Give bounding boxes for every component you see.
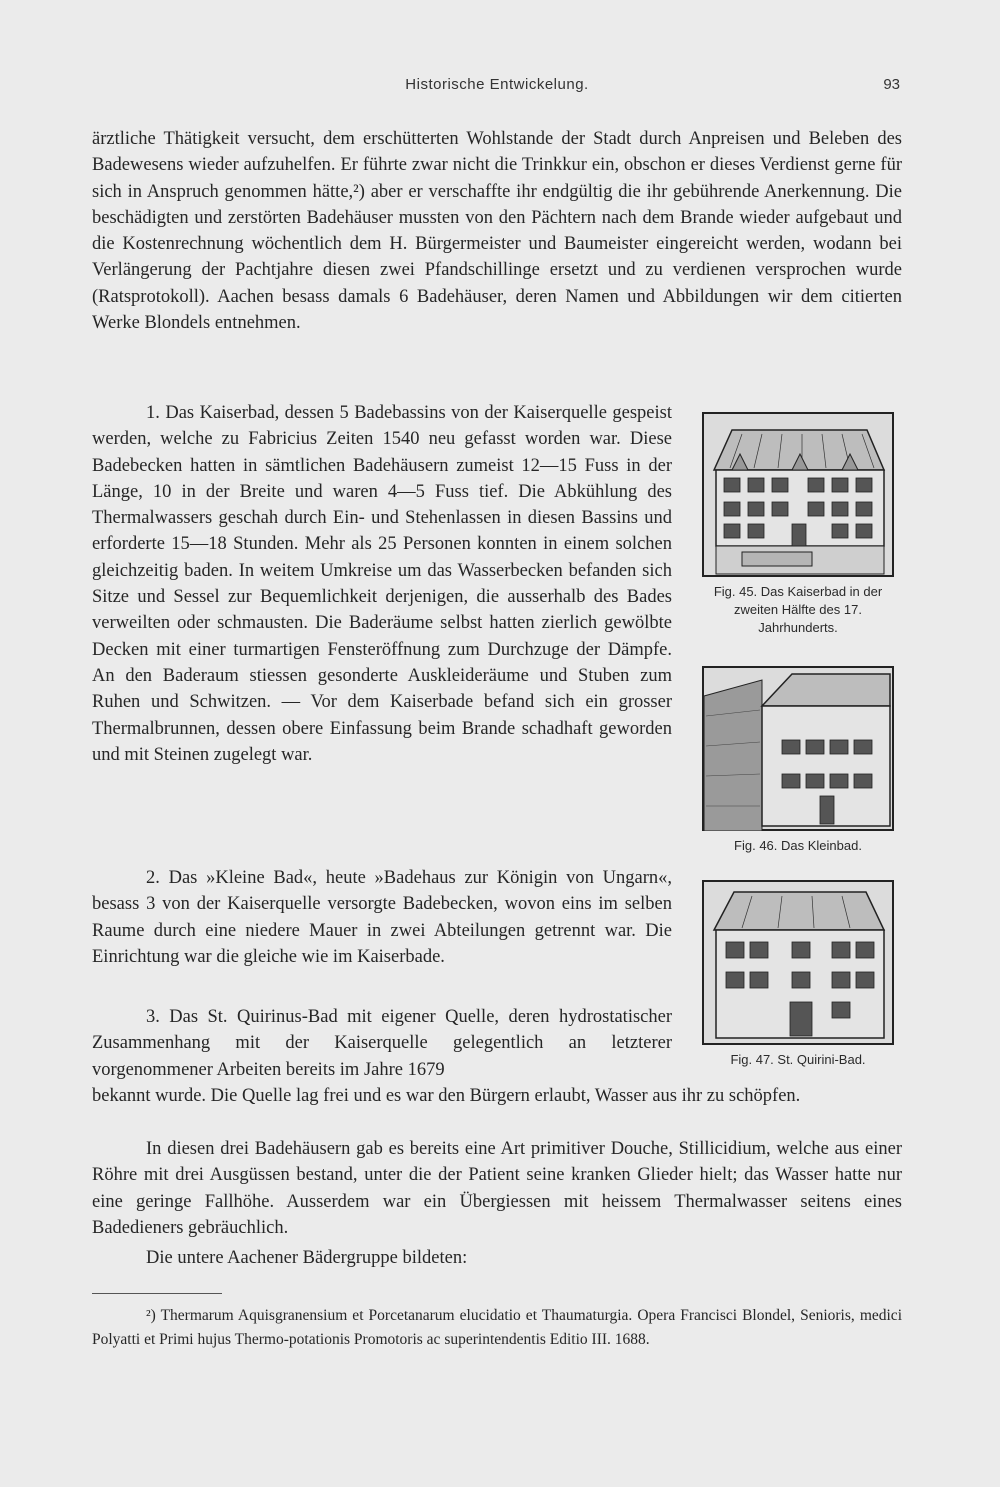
figure-47: [702, 880, 894, 1069]
figure-46-caption: Fig. 46. Das Kleinbad.: [734, 838, 862, 853]
item-quirinus-bad: 3. Das St. Quirinus-Bad mit eigener Quelle, deren hydrostatischer Zusammenhang mit der Kaiserquelle gelegentlich an letzterer vorgenommener Arbeiten bereits im Jahre 1679: [92, 1007, 672, 1080]
footnote-rule: [92, 1293, 222, 1294]
douche-paragraph: In diesen drei Badehäusern gab es bereits eine Art primitiver Douche, Stillicidium, welche aus einer Röhre mit drei Ausgüssen bestand, unter die der Patient seine kranken Glieder hielt; das Wasser hatte nur eine geringe Fallhöhe. Ausserdem war ein Übergiessen mit heissem Thermalwasser seitens eines Badedieners gebräuchlich.: [92, 1139, 902, 1238]
running-header: [92, 76, 902, 100]
item-kaiserbad: 1. Das Kaiserbad, dessen 5 Badebassins von der Kaiserquelle gespeist werden, welche zu Fabricius Zeiten 1540 neu gefasst worden war. Diese Badebecken hatten in sämtlichen Badehäusern zumeist 12—15 Fuss in der Länge, 10 in der Breite und waren 4—5 Fuss tief. Die Abkühlung des Thermalwassers geschah durch Ein- und Stehenlassen in diesen Bassins und erforderte 15—18 Stunden. Mehr als 25 Personen konnten in einem solchen gleichzeitig baden. In weitem Umkreise um das Wasserbecken befanden sich Sitze und Sessel zur Bequemlichkeit derjenigen, die ausserhalb des Bades verweilten oder schmausten. Die Baderäume selbst hatten zierlich gewölbte Decken mit einer turmartigen Fensteröffnung zum Durchzuge der Dämpfe. An den Baderaum stiessen gesonderte Auskleideräume und Stuben zum Ruhen und Schwitzen. — Vor dem Kaiserbade befand sich ein grosser Thermalbrunnen, dessen obere Einfassung beim Brande schadhaft geworden und mit Steinen zugelegt war.: [92, 403, 672, 765]
item-quirinus-bad-continued: bekannt wurde. Die Quelle lag frei und es war den Bürgern erlaubt, Wasser aus ihr zu schöpfen.: [92, 1086, 801, 1106]
figure-45-caption: Fig. 45. Das Kaiserbad in der zweiten Hälfte des 17. Jahrhunderts.: [713, 584, 883, 635]
figure-47-caption: Fig. 47. St. Quirini-Bad.: [730, 1052, 866, 1067]
page-number: 93: [883, 76, 900, 93]
kaiserbad-engraving-image: [702, 412, 894, 577]
figure-46: [702, 666, 894, 855]
figure-45: [702, 412, 894, 637]
item-kleines-bad: 2. Das »Kleine Bad«, heute »Badehaus zur Königin von Ungarn«, besass 3 von der Kaiserquelle versorgte Badebecken, wovon eins im selben Raume durch eine niedere Mauer in zwei Abteilungen getrennt war. Die Einrichtung war die gleiche wie im Kaiserbade.: [92, 868, 672, 967]
kleinbad-engraving-image: [702, 666, 894, 831]
intro-paragraph: ärztliche Thätigkeit versucht, dem erschütterten Wohlstande der Stadt durch Anpreisen und Beleben des Badewesens wieder aufzuhelfen. Er führte zwar nicht die Trinkkur ein, obschon er dieses Verdienst gerne für sich in Anspruch genommen hätte,²) aber er verschaffte ihr endgültig die ihr gebührende Anerkennung. Die beschädigten und zerstörten Badehäuser mussten von den Pächtern nach dem Brande wieder aufgebaut und die Kostenrechnung wöchentlich dem H. Bürgermeister und Baumeister eingereicht werden, wodann bei Verlängerung der Pachtjahre diesen zwei Pfandschillinge ersetzt und zu verdienen versprochen wurde (Ratsprotokoll). Aachen besass damals 6 Badehäuser, deren Namen und Abbildungen wir dem citierten Werke Blondels entnehmen.: [92, 129, 902, 334]
header-title: Historische Entwickelung.: [405, 76, 589, 93]
footnote: ²) Thermarum Aquisgranensium et Porcetanarum elucidatio et Thaumaturgia. Opera Francisci Blondel, Senioris, medici Polyatti et Primi hujus Thermo-potationis Promotoris ac superintendentis Editio III. 1688.: [92, 1307, 902, 1348]
lower-group-paragraph: Die untere Aachener Bädergruppe bildeten:: [146, 1248, 468, 1268]
quirini-bad-engraving-image: [702, 880, 894, 1045]
